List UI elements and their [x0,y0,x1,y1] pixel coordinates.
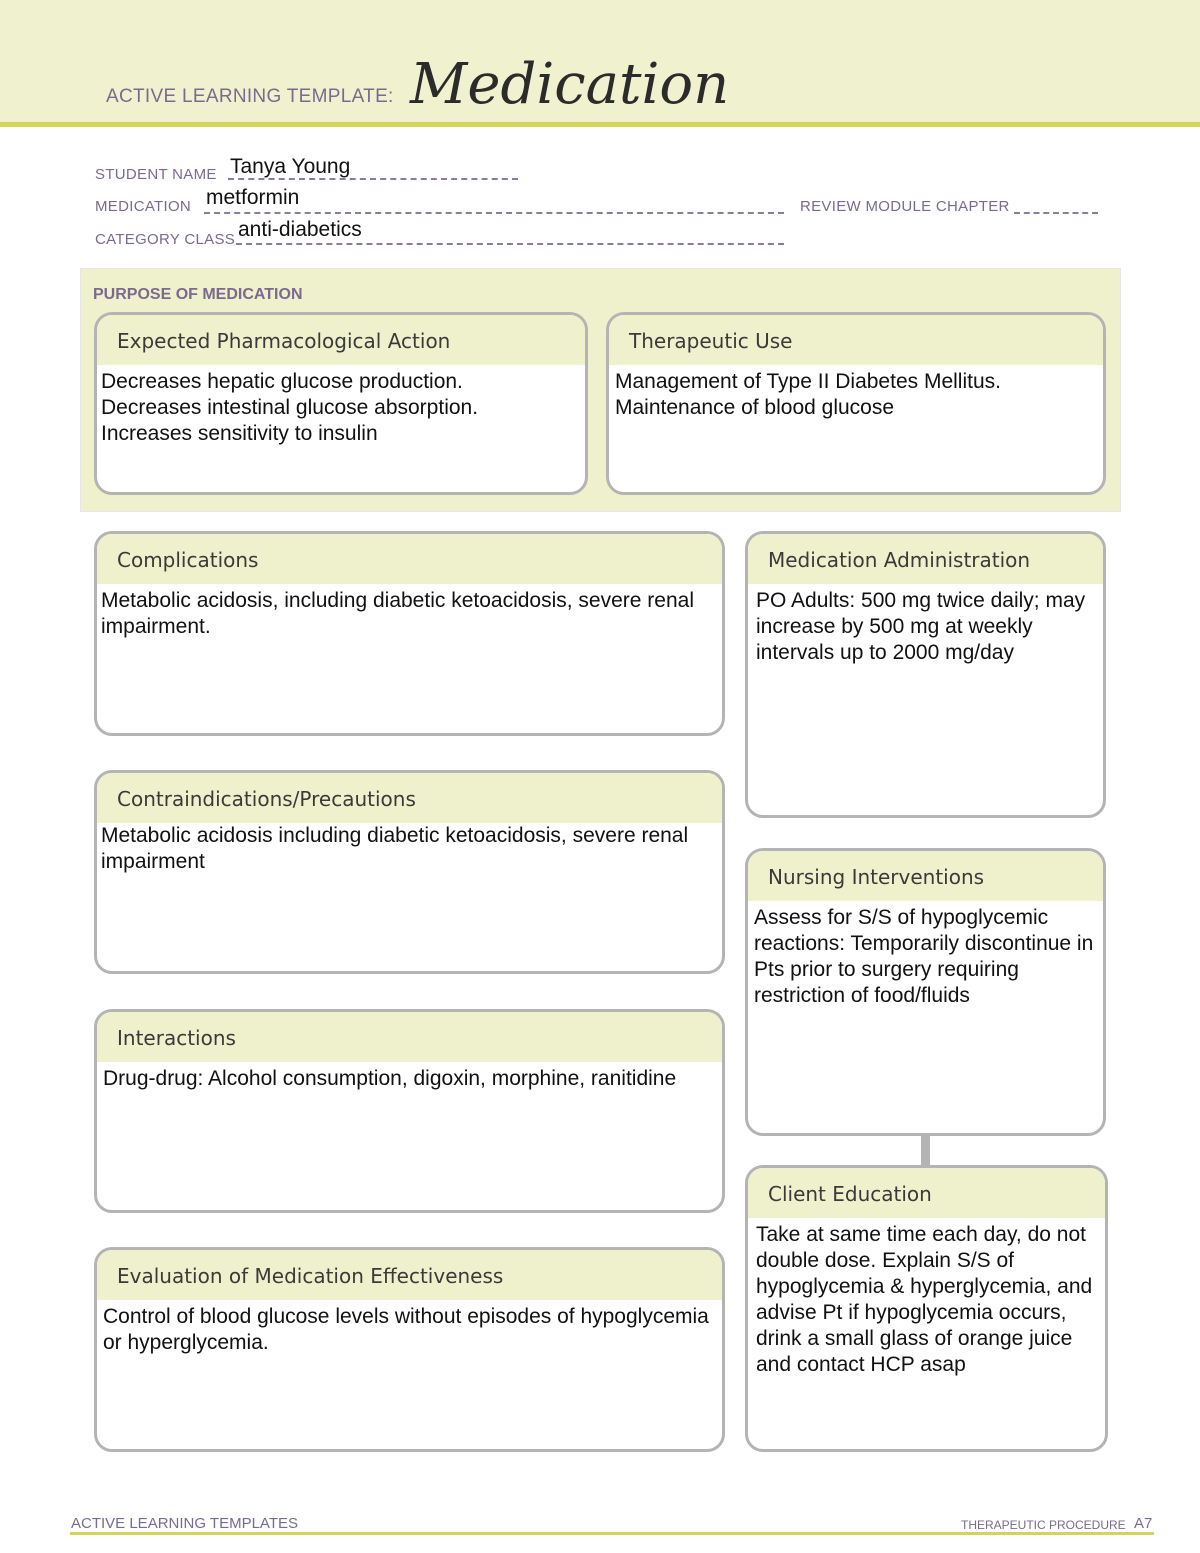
review-module-label: REVIEW MODULE CHAPTER [800,198,1010,215]
expected-action-box [94,312,588,495]
medication-label: MEDICATION [95,198,192,215]
page-title: Medication [410,52,730,117]
box-title: Nursing Interventions [748,851,1103,901]
header-divider [0,122,1200,127]
box-body[interactable]: Metabolic acidosis including diabetic ketoacidosis, severe renal impairment [101,824,689,873]
box-body[interactable]: Metabolic acidosis, including diabetic ketoacidosis, severe renal impairment. [101,589,694,638]
student-name-label: STUDENT NAME [95,166,217,183]
box-body[interactable]: PO Adults: 500 mg twice daily; may increase by 500 mg at weekly intervals up to 2000 mg/day [756,589,1086,664]
box-body[interactable]: Management of Type II Diabetes Mellitus. Maintenance of blood glucose [615,370,1001,419]
box-body[interactable]: Take at same time each day, do not double dose. Explain S/S of hypoglycemia & hyperglycemia, and advise Pt if hypoglycemia occurs, drink a small glass of orange juice and contact HCP asap [756,1223,1093,1376]
nursing-interventions-box [745,848,1106,1136]
interactions-box [94,1009,725,1213]
box-title: Expected Pharmacological Action [97,315,585,365]
review-module-field[interactable] [1014,212,1098,214]
student-name-field[interactable]: Tanya Young [230,155,351,178]
footer-section: THERAPEUTIC PROCEDURE [961,1518,1126,1532]
category-class-field[interactable]: anti-diabetics [238,218,362,241]
box-title: Evaluation of Medication Effectiveness [97,1250,722,1300]
box-connector [921,1134,930,1167]
complications-box [94,531,725,736]
category-class-label: CATEGORY CLASS [95,231,236,248]
box-title: Interactions [97,1012,722,1062]
footer-divider [70,1532,1154,1535]
medication-administration-box [745,531,1106,818]
client-education-box [745,1165,1108,1452]
box-title: Medication Administration [748,534,1103,584]
therapeutic-use-box [606,312,1106,495]
purpose-label: PURPOSE OF MEDICATION [93,286,303,303]
box-title: Complications [97,534,722,584]
footer-left: ACTIVE LEARNING TEMPLATES [71,1515,298,1532]
category-underline [236,243,784,245]
box-body[interactable]: Assess for S/S of hypoglycemic reactions: Temporarily discontinue in Pts prior to surgery requiring restriction of food/fluids [754,906,1094,1007]
box-body[interactable]: Control of blood glucose levels without episodes of hypoglycemia or hyperglycemia. [103,1305,709,1354]
evaluation-box [94,1247,725,1452]
box-body[interactable]: Decreases hepatic glucose production. Decreases intestinal glucose absorption. Increases sensitivity to insulin [101,370,479,445]
box-title: Contraindications/Precautions [97,773,722,823]
contraindications-box [94,770,725,974]
page-number: A7 [1134,1515,1153,1532]
medication-field[interactable]: metformin [206,186,300,209]
box-title: Therapeutic Use [609,315,1103,365]
medication-underline [204,212,784,214]
box-body[interactable]: Drug-drug: Alcohol consumption, digoxin, morphine, ranitidine [103,1067,677,1090]
template-label: ACTIVE LEARNING TEMPLATE: [106,86,394,107]
box-title: Client Education [748,1168,1105,1218]
